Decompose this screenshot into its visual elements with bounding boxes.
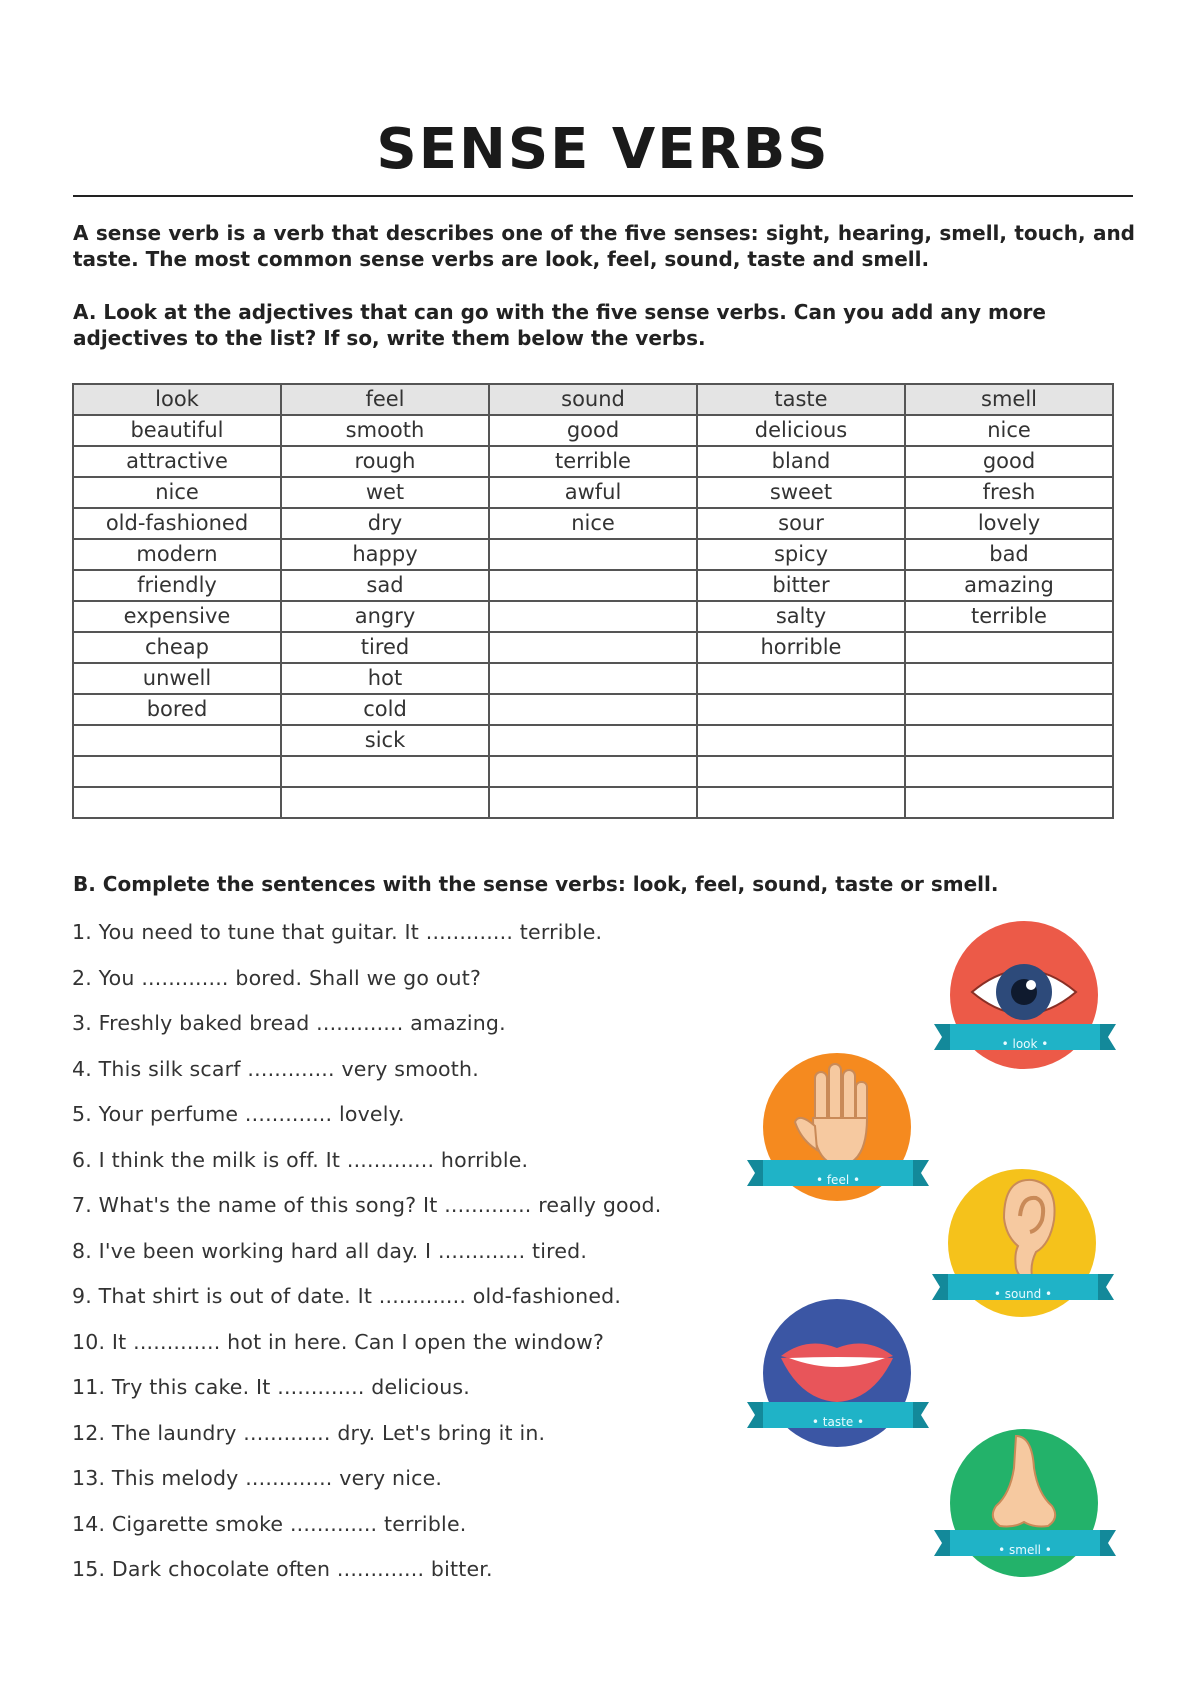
table-cell-taste: salty (697, 601, 905, 632)
intro-paragraph: A sense verb is a verb that describes one of the five senses: sight, hearing, smell, touch, and taste. The most common sense verbs are look, feel, sound, taste and smell. (73, 221, 1135, 271)
column-header-feel: feel (281, 384, 489, 415)
table-cell-sound (489, 632, 697, 663)
table-cell-taste: bland (697, 446, 905, 477)
sentence-item: 11. Try this cake. It ............. delicious. (72, 1375, 470, 1399)
taste-badge (743, 1298, 933, 1458)
table-cell-smell: nice (905, 415, 1113, 446)
section-b-instructions: B. Complete the sentences with the sense verbs: look, feel, sound, taste or smell. (73, 872, 999, 896)
table-cell-smell: good (905, 446, 1113, 477)
table-cell-smell (905, 694, 1113, 725)
table-cell-feel: cold (281, 694, 489, 725)
table-cell-taste: spicy (697, 539, 905, 570)
table-cell-sound (489, 756, 697, 787)
table-cell-sound (489, 601, 697, 632)
table-cell-look: unwell (73, 663, 281, 694)
table-cell-look (73, 756, 281, 787)
table-row (73, 446, 1113, 477)
feel-badge (743, 1052, 933, 1212)
table-cell-sound: nice (489, 508, 697, 539)
sentence-item: 6. I think the milk is off. It ............. horrible. (72, 1147, 529, 1172)
column-header-sound: sound (489, 384, 697, 415)
section-a-instructions: A. Look at the adjectives that can go with the five sense verbs. Can you add any more adjectives to the list? If so, write them below the verbs. (73, 300, 1046, 350)
table-cell-feel: sad (281, 570, 489, 601)
table-cell-look: modern (73, 539, 281, 570)
sentence-item: 12. The laundry ............. dry. Let's bring it in. (72, 1420, 546, 1445)
sentence-item: 8. I've been working hard all day. I ............. tired. (72, 1238, 588, 1263)
table-cell-sound (489, 663, 697, 694)
sound-label: • sound • (993, 1287, 1053, 1301)
table-row (73, 570, 1113, 601)
table-row (73, 787, 1113, 818)
table-row (73, 477, 1113, 508)
table-cell-smell (905, 632, 1113, 663)
taste-label: • taste • (811, 1415, 865, 1429)
sound-badge (928, 1168, 1118, 1328)
sentence-item: 7. What's the name of this song? It ............. really good. (72, 1193, 662, 1217)
table-row (73, 725, 1113, 756)
table-cell-smell: amazing (905, 570, 1113, 601)
table-cell-smell: fresh (905, 477, 1113, 508)
table-cell-smell: bad (905, 539, 1113, 570)
table-cell-feel (281, 756, 489, 787)
table-cell-look: expensive (73, 601, 281, 632)
column-header-taste: taste (697, 384, 905, 415)
table-cell-look: beautiful (73, 415, 281, 446)
table-cell-smell (905, 663, 1113, 694)
column-header-look: look (73, 384, 281, 415)
table-cell-feel (281, 787, 489, 818)
table-cell-look: bored (73, 694, 281, 725)
table-row (73, 632, 1113, 663)
table-cell-feel: smooth (281, 415, 489, 446)
table-cell-taste (697, 663, 905, 694)
table-header-row (73, 384, 1113, 415)
table-cell-taste (697, 725, 905, 756)
table-row (73, 756, 1113, 787)
table-cell-feel: rough (281, 446, 489, 477)
table-cell-look: nice (73, 477, 281, 508)
table-cell-smell: lovely (905, 508, 1113, 539)
adjectives-table (72, 383, 1114, 819)
sentence-item: 2. You ............. bored. Shall we go out? (72, 965, 482, 990)
title-underline (73, 195, 1133, 197)
table-cell-sound (489, 694, 697, 725)
table-cell-sound (489, 539, 697, 570)
table-row (73, 415, 1113, 446)
table-cell-taste: sour (697, 508, 905, 539)
table-cell-taste: delicious (697, 415, 905, 446)
column-header-smell: smell (905, 384, 1113, 415)
smell-badge (930, 1428, 1120, 1588)
table-cell-smell (905, 756, 1113, 787)
table-cell-sound (489, 787, 697, 818)
table-cell-smell (905, 787, 1113, 818)
table-cell-look (73, 787, 281, 818)
feel-label: • feel • (815, 1173, 861, 1187)
table-cell-taste (697, 756, 905, 787)
sentence-item: 15. Dark chocolate often ............. bitter. (72, 1557, 493, 1581)
look-badge (930, 920, 1120, 1080)
table-cell-feel: dry (281, 508, 489, 539)
sentence-item: 1. You need to tune that guitar. It ............. terrible. (72, 920, 603, 944)
sentence-item: 10. It ............. hot in here. Can I open the window? (72, 1329, 605, 1354)
table-row (73, 694, 1113, 725)
sentence-item: 5. Your perfume ............. lovely. (72, 1102, 405, 1126)
table-cell-feel: happy (281, 539, 489, 570)
smell-label: • smell • (998, 1543, 1052, 1557)
table-cell-look: cheap (73, 632, 281, 663)
table-cell-feel: hot (281, 663, 489, 694)
table-cell-feel: wet (281, 477, 489, 508)
sentence-item: 3. Freshly baked bread ............. amazing. (72, 1011, 506, 1035)
table-row (73, 508, 1113, 539)
sentence-item: 13. This melody ............. very nice. (72, 1466, 443, 1490)
table-cell-feel: tired (281, 632, 489, 663)
table-cell-smell (905, 725, 1113, 756)
exercise-sentences (72, 920, 661, 1603)
table-cell-look: friendly (73, 570, 281, 601)
sentence-item: 4. This silk scarf ............. very smooth. (72, 1056, 479, 1081)
table-cell-look: attractive (73, 446, 281, 477)
page-title: SENSE VERBS (376, 117, 830, 182)
table-cell-sound (489, 725, 697, 756)
table-cell-taste: bitter (697, 570, 905, 601)
table-row (73, 601, 1113, 632)
table-cell-taste: horrible (697, 632, 905, 663)
table-cell-feel: angry (281, 601, 489, 632)
table-cell-taste: sweet (697, 477, 905, 508)
table-row (73, 539, 1113, 570)
sentence-item: 14. Cigarette smoke ............. terrible. (72, 1511, 467, 1536)
table-cell-smell: terrible (905, 601, 1113, 632)
sentence-item: 9. That shirt is out of date. It ............. old-fashioned. (72, 1284, 622, 1308)
table-cell-sound: good (489, 415, 697, 446)
table-cell-look: old-fashioned (73, 508, 281, 539)
table-row (73, 663, 1113, 694)
table-cell-sound (489, 570, 697, 601)
look-label: • look • (1001, 1037, 1049, 1051)
table-cell-taste (697, 787, 905, 818)
table-body (73, 415, 1113, 818)
table-cell-taste (697, 694, 905, 725)
table-cell-sound: terrible (489, 446, 697, 477)
table-cell-sound: awful (489, 477, 697, 508)
table-cell-feel: sick (281, 725, 489, 756)
table-cell-look (73, 725, 281, 756)
